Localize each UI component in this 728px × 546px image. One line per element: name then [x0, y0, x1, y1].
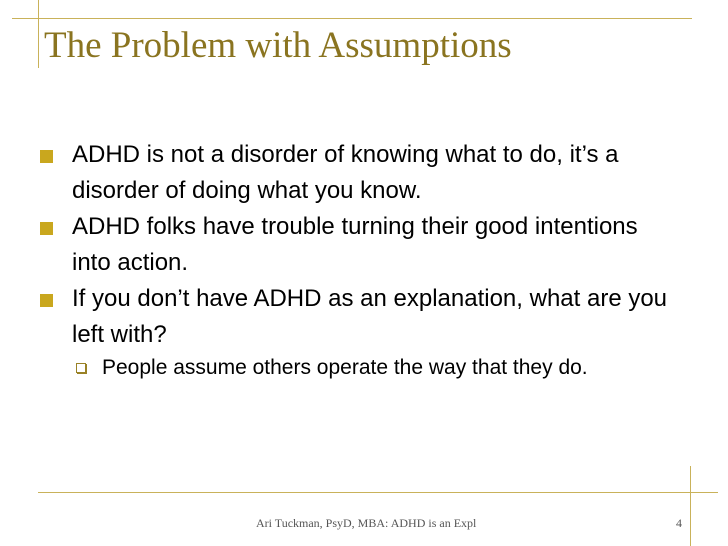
slide-title: The Problem with Assumptions	[44, 25, 512, 66]
square-bullet-icon	[40, 150, 53, 163]
bottom-horizontal-rule	[38, 492, 718, 493]
top-vertical-rule	[38, 0, 39, 68]
bullet-item	[40, 209, 680, 281]
square-bullet-icon	[40, 222, 53, 235]
bullet-text: ADHD is not a disorder of knowing what to do, it’s a disorder of doing what you know.	[72, 141, 619, 204]
slide-footer: Ari Tuckman, PsyD, MBA: ADHD is an Expl	[256, 516, 477, 530]
bottom-vertical-rule	[690, 466, 691, 546]
bullet-text: If you don’t have ADHD as an explanation, what are you left with?	[72, 285, 668, 348]
slide-number: 4	[676, 516, 682, 530]
hollow-square-bullet-icon	[76, 363, 86, 373]
bullet-item	[40, 137, 680, 209]
sub-bullet-text: People assume others operate the way that they do.	[102, 356, 588, 379]
bullet-list	[40, 137, 680, 383]
square-bullet-icon	[40, 294, 53, 307]
bullet-text: ADHD folks have trouble turning their good intentions into action.	[72, 213, 638, 276]
bullet-item	[40, 281, 680, 353]
sub-bullet-item	[72, 353, 680, 383]
top-horizontal-rule	[12, 18, 692, 19]
